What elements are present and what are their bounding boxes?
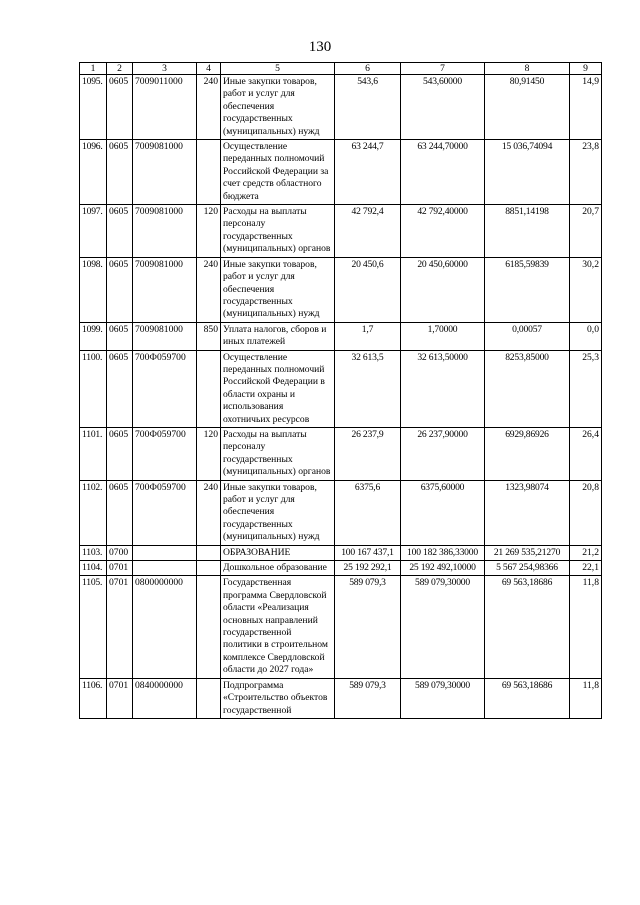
row-number-cell: 1096. bbox=[80, 140, 107, 205]
expense-type-cell: 240 bbox=[197, 257, 221, 322]
executed-amount-cell: 69 563,18686 bbox=[485, 678, 570, 718]
planned-amount-cell: 6375,60000 bbox=[401, 480, 485, 545]
row-number-cell: 1105. bbox=[80, 576, 107, 678]
column-header: 8 bbox=[485, 63, 570, 75]
table-row bbox=[80, 480, 602, 545]
approved-amount-cell: 26 237,9 bbox=[335, 427, 401, 480]
item-name-cell: Иные закупки товаров, работ и услуг для обеспечения государственных (муниципальных) нужд bbox=[221, 75, 335, 140]
planned-amount-cell: 1,70000 bbox=[401, 322, 485, 350]
expense-type-cell bbox=[197, 576, 221, 678]
expense-type-cell: 240 bbox=[197, 480, 221, 545]
table-row bbox=[80, 350, 602, 427]
column-header: 5 bbox=[221, 63, 335, 75]
target-code-cell: 700Ф059700 bbox=[133, 427, 197, 480]
row-number-cell: 1098. bbox=[80, 257, 107, 322]
section-code-cell: 0605 bbox=[107, 350, 133, 427]
item-name-cell: Осуществление переданных полномочий Российской Федерации за счет средств областного бюджета bbox=[221, 140, 335, 205]
target-code-cell: 7009081000 bbox=[133, 322, 197, 350]
executed-amount-cell: 5 567 254,98366 bbox=[485, 561, 570, 576]
executed-amount-cell: 1323,98074 bbox=[485, 480, 570, 545]
expense-type-cell bbox=[197, 678, 221, 718]
table-header-row bbox=[80, 63, 602, 75]
section-code-cell: 0605 bbox=[107, 205, 133, 258]
row-number-cell: 1101. bbox=[80, 427, 107, 480]
approved-amount-cell: 25 192 292,1 bbox=[335, 561, 401, 576]
column-header: 3 bbox=[133, 63, 197, 75]
section-code-cell: 0605 bbox=[107, 257, 133, 322]
executed-amount-cell: 69 563,18686 bbox=[485, 576, 570, 678]
item-name-cell: ОБРАЗОВАНИЕ bbox=[221, 545, 335, 560]
target-code-cell: 7009081000 bbox=[133, 257, 197, 322]
target-code-cell: 0840000000 bbox=[133, 678, 197, 718]
executed-amount-cell: 15 036,74094 bbox=[485, 140, 570, 205]
section-code-cell: 0605 bbox=[107, 322, 133, 350]
executed-amount-cell: 8851,14198 bbox=[485, 205, 570, 258]
approved-amount-cell: 100 167 437,1 bbox=[335, 545, 401, 560]
approved-amount-cell: 20 450,6 bbox=[335, 257, 401, 322]
section-code-cell: 0701 bbox=[107, 576, 133, 678]
table-row bbox=[80, 257, 602, 322]
target-code-cell: 700Ф059700 bbox=[133, 480, 197, 545]
percent-cell: 25,3 bbox=[570, 350, 602, 427]
target-code-cell: 0800000000 bbox=[133, 576, 197, 678]
target-code-cell: 7009081000 bbox=[133, 140, 197, 205]
executed-amount-cell: 21 269 535,21270 bbox=[485, 545, 570, 560]
row-number-cell: 1100. bbox=[80, 350, 107, 427]
planned-amount-cell: 32 613,50000 bbox=[401, 350, 485, 427]
planned-amount-cell: 63 244,70000 bbox=[401, 140, 485, 205]
percent-cell: 21,2 bbox=[570, 545, 602, 560]
percent-cell: 20,7 bbox=[570, 205, 602, 258]
budget-table bbox=[79, 62, 602, 719]
planned-amount-cell: 20 450,60000 bbox=[401, 257, 485, 322]
item-name-cell: Уплата налогов, сборов и иных платежей bbox=[221, 322, 335, 350]
expense-type-cell bbox=[197, 350, 221, 427]
executed-amount-cell: 6929,86926 bbox=[485, 427, 570, 480]
expense-type-cell bbox=[197, 561, 221, 576]
section-code-cell: 0605 bbox=[107, 140, 133, 205]
column-header: 7 bbox=[401, 63, 485, 75]
percent-cell: 0,0 bbox=[570, 322, 602, 350]
column-header: 6 bbox=[335, 63, 401, 75]
column-header: 1 bbox=[80, 63, 107, 75]
item-name-cell: Иные закупки товаров, работ и услуг для обеспечения государственных (муниципальных) нужд bbox=[221, 480, 335, 545]
item-name-cell: Подпрограмма «Строительство объектов государственной bbox=[221, 678, 335, 718]
column-header: 4 bbox=[197, 63, 221, 75]
approved-amount-cell: 589 079,3 bbox=[335, 576, 401, 678]
target-code-cell bbox=[133, 545, 197, 560]
section-code-cell: 0701 bbox=[107, 678, 133, 718]
planned-amount-cell: 543,60000 bbox=[401, 75, 485, 140]
target-code-cell: 700Ф059700 bbox=[133, 350, 197, 427]
percent-cell: 22,1 bbox=[570, 561, 602, 576]
row-number-cell: 1097. bbox=[80, 205, 107, 258]
planned-amount-cell: 100 182 386,33000 bbox=[401, 545, 485, 560]
table-row bbox=[80, 678, 602, 718]
percent-cell: 20,8 bbox=[570, 480, 602, 545]
expense-type-cell bbox=[197, 545, 221, 560]
section-code-cell: 0605 bbox=[107, 427, 133, 480]
planned-amount-cell: 25 192 492,10000 bbox=[401, 561, 485, 576]
table-row bbox=[80, 576, 602, 678]
row-number-cell: 1099. bbox=[80, 322, 107, 350]
percent-cell: 11,8 bbox=[570, 576, 602, 678]
approved-amount-cell: 63 244,7 bbox=[335, 140, 401, 205]
approved-amount-cell: 1,7 bbox=[335, 322, 401, 350]
table-row bbox=[80, 545, 602, 560]
row-number-cell: 1106. bbox=[80, 678, 107, 718]
section-code-cell: 0605 bbox=[107, 480, 133, 545]
item-name-cell: Государственная программа Свердловской области «Реализация основных направлений государственной политики в строительном комплексе Свердловской области до 2027 года» bbox=[221, 576, 335, 678]
planned-amount-cell: 589 079,30000 bbox=[401, 678, 485, 718]
approved-amount-cell: 32 613,5 bbox=[335, 350, 401, 427]
percent-cell: 26,4 bbox=[570, 427, 602, 480]
expense-type-cell: 240 bbox=[197, 75, 221, 140]
row-number-cell: 1104. bbox=[80, 561, 107, 576]
item-name-cell: Расходы на выплаты персоналу государственных (муниципальных) органов bbox=[221, 205, 335, 258]
target-code-cell: 7009081000 bbox=[133, 205, 197, 258]
section-code-cell: 0605 bbox=[107, 75, 133, 140]
item-name-cell: Расходы на выплаты персоналу государственных (муниципальных) органов bbox=[221, 427, 335, 480]
target-code-cell: 7009011000 bbox=[133, 75, 197, 140]
item-name-cell: Осуществление переданных полномочий Российской Федерации в области охраны и использования охотничьих ресурсов bbox=[221, 350, 335, 427]
column-header: 9 bbox=[570, 63, 602, 75]
column-header: 2 bbox=[107, 63, 133, 75]
percent-cell: 14,9 bbox=[570, 75, 602, 140]
row-number-cell: 1102. bbox=[80, 480, 107, 545]
table-row bbox=[80, 561, 602, 576]
section-code-cell: 0701 bbox=[107, 561, 133, 576]
section-code-cell: 0700 bbox=[107, 545, 133, 560]
page-number: 130 bbox=[308, 39, 332, 55]
item-name-cell: Иные закупки товаров, работ и услуг для обеспечения государственных (муниципальных) нужд bbox=[221, 257, 335, 322]
executed-amount-cell: 0,00057 bbox=[485, 322, 570, 350]
row-number-cell: 1095. bbox=[80, 75, 107, 140]
approved-amount-cell: 589 079,3 bbox=[335, 678, 401, 718]
percent-cell: 11,8 bbox=[570, 678, 602, 718]
approved-amount-cell: 543,6 bbox=[335, 75, 401, 140]
table-row bbox=[80, 140, 602, 205]
table-row bbox=[80, 205, 602, 258]
expense-type-cell: 120 bbox=[197, 205, 221, 258]
expense-type-cell: 120 bbox=[197, 427, 221, 480]
approved-amount-cell: 6375,6 bbox=[335, 480, 401, 545]
item-name-cell: Дошкольное образование bbox=[221, 561, 335, 576]
executed-amount-cell: 80,91450 bbox=[485, 75, 570, 140]
expense-type-cell bbox=[197, 140, 221, 205]
executed-amount-cell: 8253,85000 bbox=[485, 350, 570, 427]
percent-cell: 30,2 bbox=[570, 257, 602, 322]
percent-cell: 23,8 bbox=[570, 140, 602, 205]
planned-amount-cell: 26 237,90000 bbox=[401, 427, 485, 480]
planned-amount-cell: 589 079,30000 bbox=[401, 576, 485, 678]
table-body bbox=[80, 75, 602, 719]
executed-amount-cell: 6185,59839 bbox=[485, 257, 570, 322]
table-row bbox=[80, 75, 602, 140]
table-row bbox=[80, 427, 602, 480]
planned-amount-cell: 42 792,40000 bbox=[401, 205, 485, 258]
expense-type-cell: 850 bbox=[197, 322, 221, 350]
target-code-cell bbox=[133, 561, 197, 576]
row-number-cell: 1103. bbox=[80, 545, 107, 560]
approved-amount-cell: 42 792,4 bbox=[335, 205, 401, 258]
table-row bbox=[80, 322, 602, 350]
